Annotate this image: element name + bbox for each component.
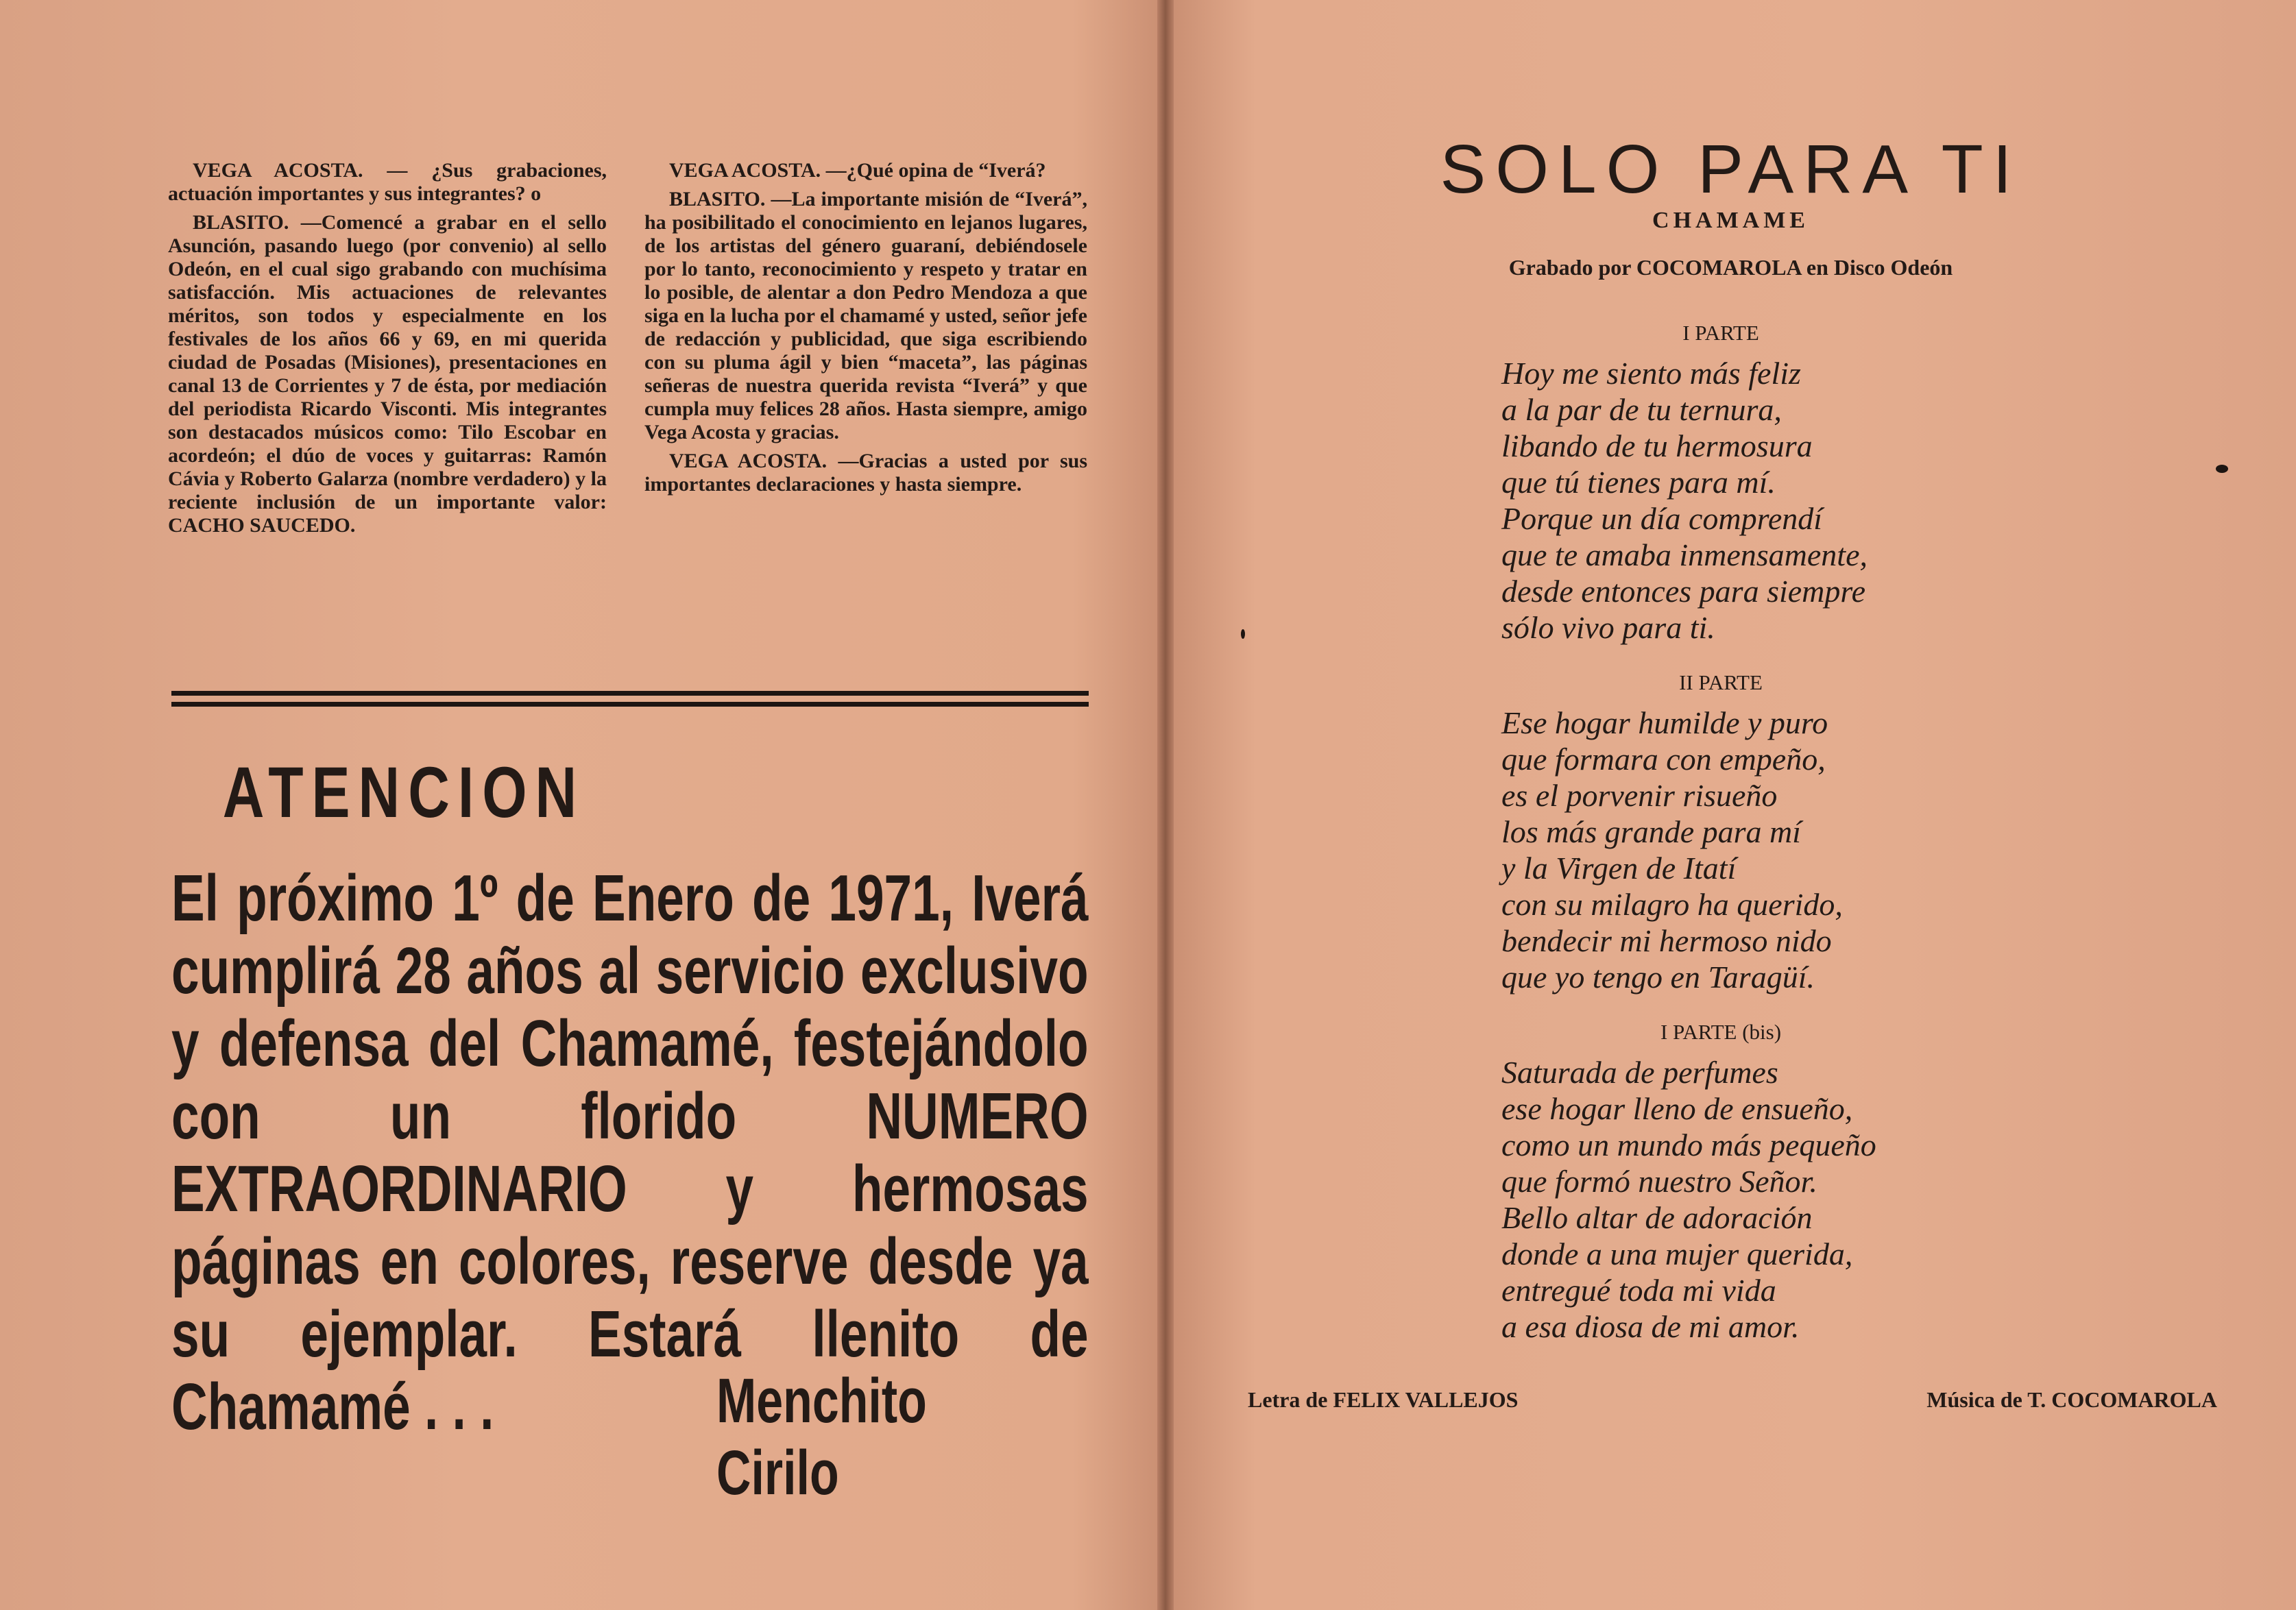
verse-line: a la par de tu ternura,: [1501, 392, 1782, 427]
interview-paragraph: BLASITO. —Comencé a grabar en el sello Asunción, pasando luego (por convenio) al sello Odeón, en el cual sigo grabando con muchísima satisfacción. Mis actuaciones de relevantes méritos, son todos y especialmente en los festivales de los años 66 y 69, en mi querida ciudad de Posadas (Misiones), presentaciones en canal 13 de Corrientes y 7 de ésta, por mediación del periodista Ricardo Visconti. Mis integrantes son destacados músicos como: Tilo Escobar en acordeón; el dúo de voces y guitarras: Ramón Cávia y Roberto Galarza (nombre verdadero) y la reciente inclusión de un importante valor: CACHO SAUCEDO.: [168, 211, 607, 537]
verse-line: es el porvenir risueño: [1501, 778, 1778, 813]
verse-line: Ese hogar humilde y puro: [1501, 705, 1828, 740]
verse-line: desde entonces para siempre: [1501, 574, 1865, 609]
announcement-text: El próximo 1º de Enero de 1971, Iverá cumplirá 28 años al servicio exclusivo y defensa del Chamamé, festejándolo con un florido NUMERO EXTRAORDINARIO y hermosas páginas en colores, reserve desde ya su ejemplar. Estará llenito de Chamamé . . .: [171, 862, 1089, 1443]
verse: [1501, 705, 1843, 995]
announcement-heading-block: [171, 752, 1089, 833]
verse-line: los más grande para mí: [1501, 814, 1802, 849]
verse-line: que te amaba inmensamente,: [1501, 537, 1868, 572]
verse-line: sólo vivo para ti.: [1501, 610, 1715, 645]
verse-line: Saturada de perfumes: [1501, 1055, 1778, 1090]
song-genre: CHAMAME: [1652, 208, 1809, 233]
lyrics-credit: Letra de FELIX VALLEJOS: [1248, 1387, 1519, 1412]
verse-line: Bello altar de adoración: [1501, 1200, 1813, 1235]
verse: [1501, 355, 1868, 646]
interview-column-right: [644, 159, 1087, 502]
interview-paragraph: VEGA ACOSTA. —¿Qué opina de “Iverá?: [669, 159, 1046, 182]
verse-line: con su milagro ha querido,: [1501, 887, 1843, 922]
verse: [1501, 1054, 1876, 1345]
interview-column-left: [168, 159, 607, 543]
verse-line: como un mundo más pequeño: [1501, 1127, 1876, 1162]
book-gutter: [1157, 0, 1174, 1610]
verse-line: que formó nuestro Señor.: [1501, 1164, 1817, 1199]
interview-paragraph: VEGA ACOSTA. —Gracias a usted por sus importantes declaraciones y hasta siempre.: [644, 450, 1087, 496]
announcement-heading: ATENCION: [222, 752, 585, 833]
verse-line: que yo tengo en Taragüí.: [1501, 960, 1815, 995]
verse-line: libando de tu hermosura: [1501, 428, 1813, 463]
music-credit: Música de T. COCOMAROLA: [1926, 1387, 2217, 1412]
divider-rule: [171, 691, 1089, 696]
part-label: II PARTE: [1679, 670, 1763, 694]
verse-line: Porque un día comprendí: [1501, 501, 1823, 536]
announcement-signature: Menchito Cirilo: [716, 1366, 927, 1508]
part-label: I PARTE (bis): [1660, 1020, 1782, 1044]
verse-line: y la Virgen de Itatí: [1501, 851, 1737, 886]
verse-line: Hoy me siento más feliz: [1501, 356, 1801, 391]
ink-speck: [2216, 465, 2228, 473]
song-title: SOLO PARA TI: [1440, 131, 2022, 208]
divider-rule: [171, 702, 1089, 707]
verse-line: entregué toda mi vida: [1501, 1273, 1776, 1308]
interview-paragraph: VEGA ACOSTA. — ¿Sus grabaciones, actuación importantes y sus integrantes? o: [168, 159, 607, 205]
verse-line: ese hogar lleno de ensueño,: [1501, 1091, 1853, 1126]
part-label: I PARTE: [1682, 321, 1759, 345]
verse-line: que formara con empeño,: [1501, 742, 1826, 777]
verse-line: que tú tienes para mí.: [1501, 465, 1776, 500]
verse-line: donde a una mujer querida,: [1501, 1236, 1853, 1271]
verse-line: bendecir mi hermoso nido: [1501, 923, 1832, 958]
ink-speck: [1241, 629, 1245, 639]
recording-credit: Grabado por COCOMAROLA en Disco Odeón: [1508, 255, 1953, 280]
right-page: [1165, 0, 2296, 1610]
verse-line: a esa diosa de mi amor.: [1501, 1309, 1800, 1344]
interview-paragraph: BLASITO. —La importante misión de “Iverá”, ha posibilitado el conocimiento en lejanos lugares, de los artistas del género guaraní, debiéndosele por lo tanto, reconocimiento y respeto y tratar en lo posible, de alentar a don Pedro Mendoza a que siga en la lucha por el chamamé y usted, señor jefe de redacción y publicidad, que siga escribiendo con su pluma ágil y bien “maceta”, las páginas señeras de nuestra querida revista “Iverá” y que cumpla muy felices 28 años. Hasta siempre, amigo Vega Acosta y gracias.: [644, 188, 1087, 443]
